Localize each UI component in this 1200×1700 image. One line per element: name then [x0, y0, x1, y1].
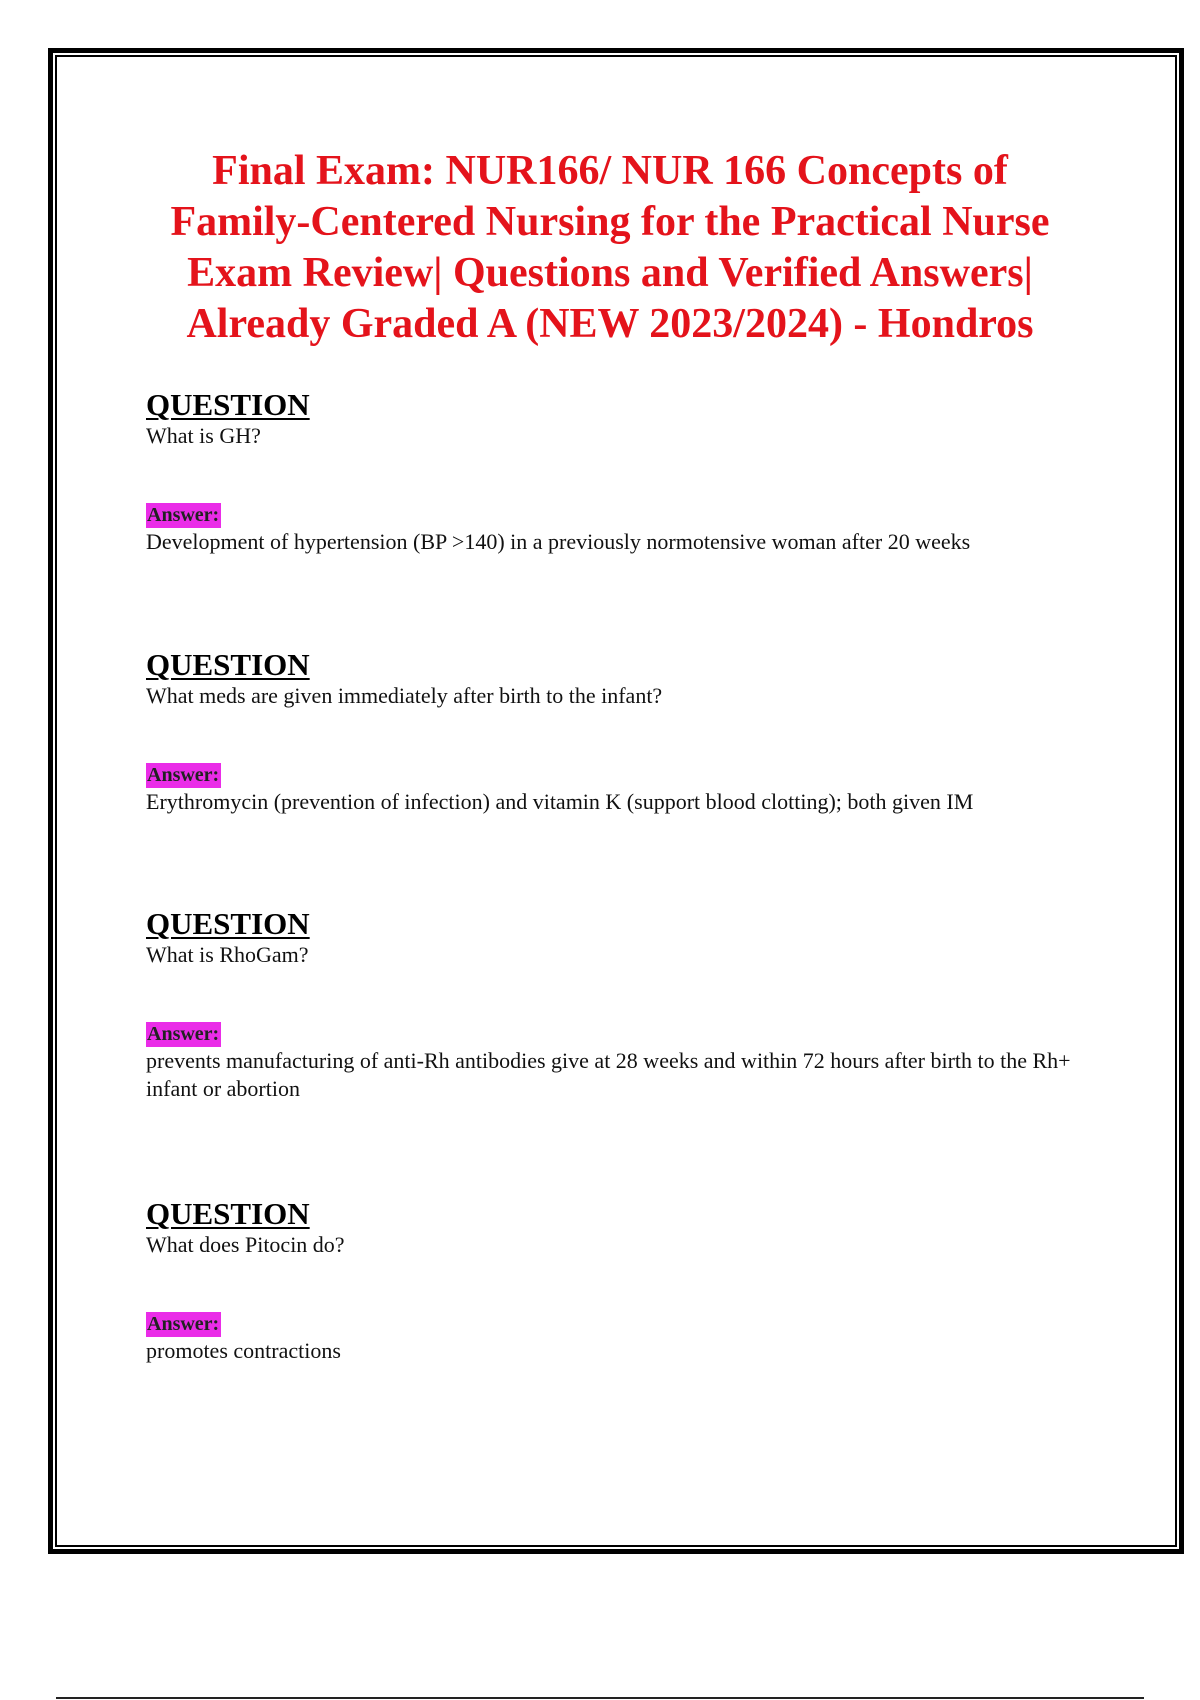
- question-text: What does Pitocin do?: [146, 1232, 345, 1257]
- footer-divider: [56, 1697, 1144, 1699]
- answer-text: promotes contractions: [146, 1338, 341, 1363]
- qa-item: [146, 1197, 1106, 1365]
- answer-label: Answer:: [147, 1023, 220, 1045]
- question-text: What is RhoGam?: [146, 942, 309, 967]
- answer-label: Answer:: [147, 504, 220, 526]
- question-text: What is GH?: [146, 423, 261, 448]
- question-label: QUESTION: [146, 647, 310, 682]
- answer-label: Answer:: [147, 1313, 220, 1335]
- qa-item: [146, 648, 1106, 816]
- question-label: QUESTION: [146, 387, 310, 422]
- answer-text: prevents manufacturing of anti-Rh antibodies give at 28 weeks and within 72 hours after birth to the Rh+ infant or abortion: [146, 1048, 1071, 1101]
- title-line: Family-Centered Nursing for the Practical Nurse: [170, 199, 1050, 245]
- qa-item: [146, 907, 1106, 1103]
- title-line: Exam Review| Questions and Verified Answers|: [187, 250, 1033, 296]
- question-text: What meds are given immediately after birth to the infant?: [146, 683, 663, 708]
- title-line: Already Graded A (NEW 2023/2024) - Hondros: [186, 301, 1034, 347]
- answer-label: Answer:: [147, 764, 220, 786]
- answer-text: Erythromycin (prevention of infection) and vitamin K (support blood clotting); both given IM: [146, 789, 974, 814]
- question-label: QUESTION: [146, 1196, 310, 1231]
- question-label: QUESTION: [146, 906, 310, 941]
- document-title: [130, 146, 1090, 350]
- title-line: Final Exam: NUR166/ NUR 166 Concepts of: [212, 148, 1008, 194]
- qa-item: [146, 388, 1106, 556]
- answer-text: Development of hypertension (BP >140) in a previously normotensive woman after 20 weeks: [146, 529, 971, 554]
